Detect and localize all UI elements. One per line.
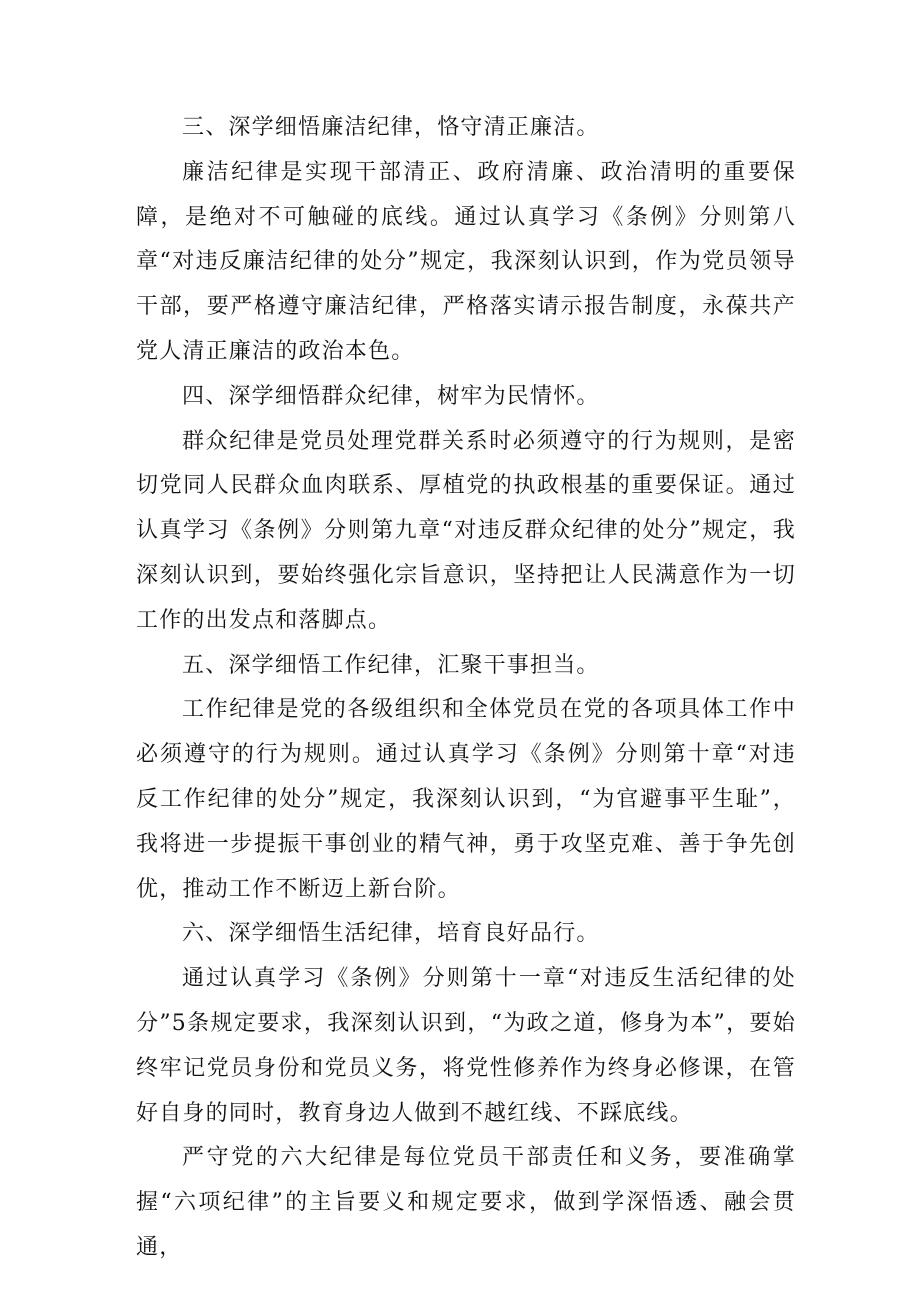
section-heading-5: 五、深学细悟工作纪律，汇聚干事担当。 [182,652,600,678]
section-heading-3: 三、深学细悟廉洁纪律，恪守清正廉洁。 [182,115,600,140]
section-heading-4: 四、深学细悟群众纪律，树牢为民情怀。 [182,383,600,409]
paragraph-mass-discipline: 群众纪律是党员处理党群关系时必须遵守的行为规则，是密切党同人民群众血肉联系、厚植党的执政根基的重要保证。通过认真学习《条例》分则第九章“对违反群众纪律的处分”规定，我深刻认识到，要始终强化宗旨意识，坚持把让人民满意作为一切工作的出发点和落脚点。 [136,428,796,633]
section-heading-6: 六、深学细悟生活纪律，培育良好品行。 [182,921,600,947]
paragraph-conclusion: 严守党的六大纪律是每位党员干部责任和义务，要准确掌握“六项纪律”的主旨要义和规定要求，做到学深悟透、融会贯通， [136,1145,796,1260]
paragraph-integrity-discipline: 廉洁纪律是实现干部清正、政府清廉、政治清明的重要保障，是绝对不可触碰的底线。通过认真学习《条例》分则第八章“对违反廉洁纪律的处分”规定，我深刻认识到，作为党员领导干部，要严格遵守廉洁纪律，严格落实请示报告制度，永葆共产党人清正廉洁的政治本色。 [136,159,796,364]
paragraph-work-discipline: 工作纪律是党的各级组织和全体党员在党的各项具体工作中必须遵守的行为规则。通过认真学习《条例》分则第十章“对违反工作纪律的处分”规定，我深刻认识到，“为官避事平生耻”，我将进一步提振干事创业的精气神，勇于攻坚克难、善于争先创优，推动工作不断迈上新台阶。 [136,697,796,902]
document-body [136,106,796,1271]
paragraph-life-discipline: 通过认真学习《条例》分则第十一章“对违反生活纪律的处分”5条规定要求，我深刻认识到，“为政之道，修身为本”，要始终牢记党员身份和党员义务，将党性修养作为终身必修课，在管好自身的同时，教育身边人做到不越红线、不踩底线。 [136,966,796,1126]
